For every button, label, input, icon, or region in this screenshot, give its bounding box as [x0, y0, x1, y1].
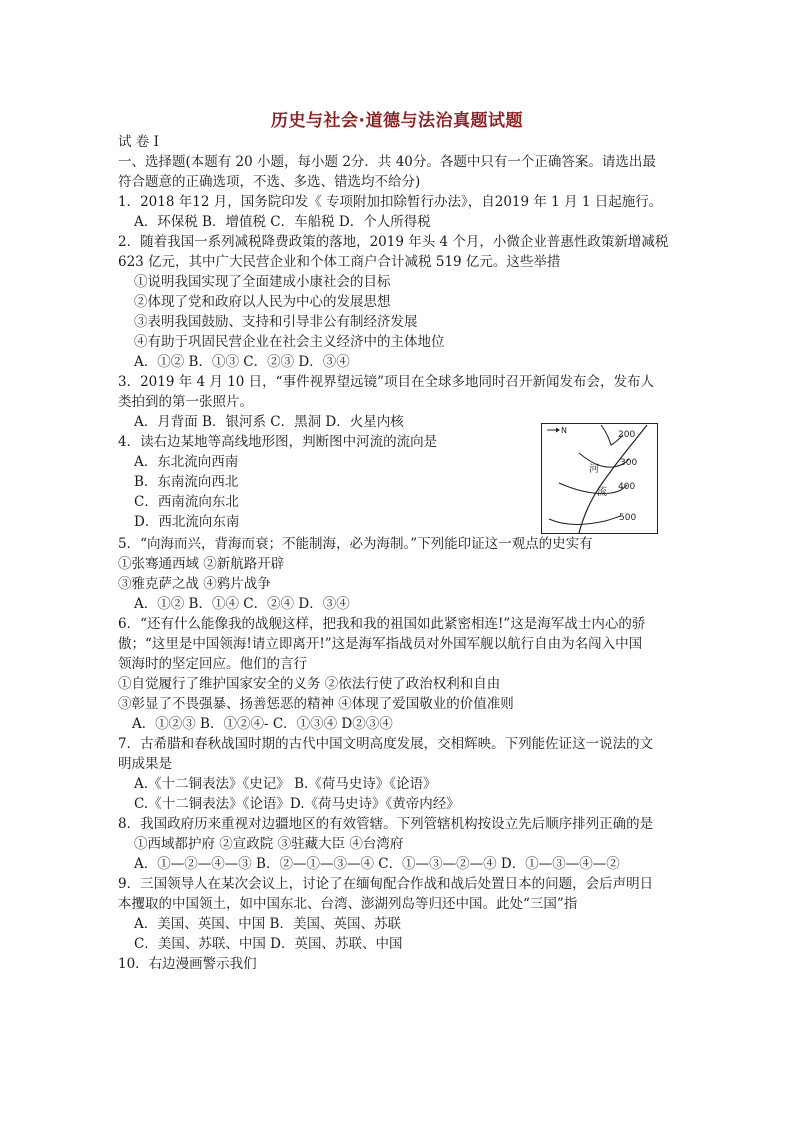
question-8-options: A．①—②—④—③ B．②—①—③—④ C．①—③—②—④ D．①—③—④—②	[134, 856, 620, 872]
contour-label-200: 200	[618, 430, 636, 440]
question-2-stem: 2．随着我国一系列减税降费政策的落地，2019 年头 4 个月，小微企业普惠性政策新增减税	[118, 234, 669, 250]
question-5-statement: ③雅克萨之战 ④鸦片战争	[118, 576, 271, 592]
question-3-stem: 3．2019 年 4 月 10 日，“事件视界望远镜”项目在全球多地同时召开新闻发布会，发布人	[118, 374, 654, 390]
contour-label-300: 300	[620, 458, 638, 468]
map-frame	[542, 424, 658, 534]
question-4-option: A．东北流向西南	[134, 454, 239, 470]
question-5-options: A．①② B．①④ C．②④ D．③④	[134, 596, 350, 612]
question-1-stem: 1．2018 年12 月，国务院印发《 专项附加扣除暂行办法》，自2019 年 1 月 1 日起施行。	[118, 194, 663, 210]
question-1-options: A．环保税 B．增值税 C．车船税 D．个人所得税	[134, 214, 431, 230]
question-7-options: A.《十二铜表法》《史记》 B.《荷马史诗》《论语》	[134, 776, 437, 792]
question-2-statement: ②体现了党和政府以人民为中心的发展思想	[134, 294, 391, 310]
north-label: N	[561, 426, 567, 435]
question-4-option: D．西北流向东南	[134, 514, 240, 530]
question-3-stem: 类拍到的第一张照片。	[118, 394, 253, 410]
question-10-stem: 10．右边漫画警示我们	[118, 956, 257, 972]
question-6-options: A．①②③ B．①②④- C．①③④ D②③④	[132, 716, 393, 732]
question-9-options: A．美国、英国、中国 B．美国、英国、苏联	[134, 916, 401, 932]
question-5-stem: 5．“向海而兴，背海而衰；不能制海，必为海制。”下列能印证这一观点的史实有	[118, 536, 593, 552]
question-8-statement: ①西域都护府 ②宣政院 ③驻藏大臣 ④台湾府	[134, 836, 404, 852]
question-6-statement: ③彰显了不畏强暴、扬善惩恶的精神 ④体现了爱国敬业的价值准则	[118, 696, 514, 712]
question-2-statement: ④有助于巩固民营企业在社会主义经济中的主体地位	[134, 334, 445, 350]
question-6-stem: 6．“还有什么能像我的战舰这样，把我和我的祖国如此紧密相连!”这是海军战士内心的骄	[118, 616, 646, 632]
question-8-stem: 8．我国政府历来重视对边疆地区的有效管辖。下列管辖机构按设立先后顺序排列正确的是	[118, 816, 654, 832]
question-7-options: C.《十二铜表法》《论语》D.《荷马史诗》《黄帝内经》	[134, 796, 460, 812]
section-instructions: 符合题意的正确选项，不选、多选、错选均不给分)	[118, 174, 421, 190]
contour-label-400: 400	[618, 482, 636, 492]
question-6-stem: 领海时的坚定回应。他们的言行	[118, 656, 307, 672]
question-9-stem: 9．三国领导人在某次会议上，讨论了在缅甸配合作战和战后处置日本的问题，会后声明日	[118, 876, 654, 892]
paper-section-label: 试 卷 Ⅰ	[118, 134, 159, 150]
section-instructions: 一、选择题(本题有 20 小题，每小题 2分．共 40分。各题中只有一个正确答案。请选出最	[118, 154, 656, 170]
question-6-statement: ①自觉履行了维护国家安全的义务 ②依法行使了政治权利和自由	[118, 676, 501, 692]
question-9-stem: 本攫取的中国领土，如中国东北、台湾、澎湖列岛等归还中国。此处“三国”指	[118, 896, 578, 912]
question-2-statement: ①说明我国实现了全面建成小康社会的目标	[134, 274, 391, 290]
question-7-stem: 7．古希腊和春秋战国时期的古代中国文明高度发展，交相辉映。下列能佐证这一说法的文	[118, 736, 654, 752]
contour-label-500: 500	[619, 513, 637, 523]
river-label: 河	[589, 464, 599, 475]
page-title: 历史与社会·道德与法治真题试题	[271, 111, 523, 131]
question-4-option: B．东南流向西北	[134, 474, 239, 490]
question-6-stem: 傲；“这里是中国领海!请立即离开!”这是海军指战员对外国军舰以航行自由为名闯入中国	[118, 636, 643, 652]
question-7-stem: 明成果是	[118, 756, 172, 772]
contour-map	[541, 423, 658, 534]
question-3-options: A．月背面 B．银河系 C．黑洞 D．火星内核	[134, 414, 404, 430]
question-2-options: A．①② B．①③ C．②③ D．③④	[134, 354, 350, 370]
question-4-option: C．西南流向东北	[134, 494, 239, 510]
question-2-statement: ③表明我国鼓励、支持和引导非公有制经济发展	[134, 314, 418, 330]
question-5-statement: ①张骞通西域 ②新航路开辟	[118, 556, 285, 572]
question-2-stem: 623 亿元，其中广大民营企业和个体工商户合计减税 519 亿元。这些举措	[118, 254, 561, 270]
river-label: 流	[597, 487, 607, 498]
question-9-options: C．美国、苏联、中国 D．英国、苏联、中国	[134, 936, 403, 952]
question-4-stem: 4．读右边某地等高线地形图，判断图中河流的流向是	[118, 434, 438, 450]
